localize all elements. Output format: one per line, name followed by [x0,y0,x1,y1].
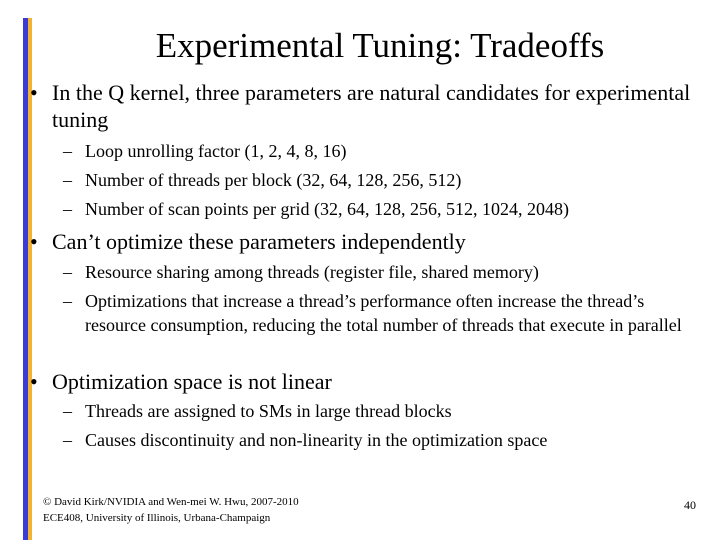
slide-title: Experimental Tuning: Tradeoffs [155,26,605,65]
bullet-3-sub-2: Causes discontinuity and non-linearity in the optimization space [85,430,548,450]
footer-copyright [43,494,299,526]
bullet-3-text: Optimization space is not linear [52,369,332,394]
bullet-1-sub-1: Loop unrolling factor (1, 2, 4, 8, 16) [85,141,347,161]
sub-dash: – [63,262,72,282]
sub-dash: – [63,141,72,161]
bullet-marker: • [30,229,38,254]
bullet-1-text: In the Q kernel, three parameters are natural candidates for experimental tuning [52,80,691,132]
bullet-2-text: Can’t optimize these parameters independently [52,229,466,254]
bullet-marker: • [30,80,38,105]
page-number: 40 [684,498,696,512]
bullet-2-sub-1: Resource sharing among threads (register file, shared memory) [85,262,539,282]
footer-line-1: © David Kirk/NVIDIA and Wen-mei W. Hwu, 2007-2010 [43,496,299,508]
sub-dash: – [63,170,72,190]
bullet-1-sub-2: Number of threads per block (32, 64, 128, 256, 512) [85,170,462,190]
sub-dash: – [63,430,72,450]
sub-dash: – [63,401,72,421]
bullet-1-sub-3: Number of scan points per grid (32, 64, 128, 256, 512, 1024, 2048) [85,199,569,219]
sub-dash: – [63,199,72,219]
footer-line-2: ECE408, University of Illinois, Urbana-Champaign [43,512,271,524]
bullet-marker: • [30,369,38,394]
sub-dash: – [63,291,72,311]
bullet-3-sub-1: Threads are assigned to SMs in large thread blocks [85,401,452,421]
bullet-2-sub-2: Optimizations that increase a thread’s performance often increase the thread’s resource consumption, reducing the total number of threads that execute in parallel [85,291,682,335]
